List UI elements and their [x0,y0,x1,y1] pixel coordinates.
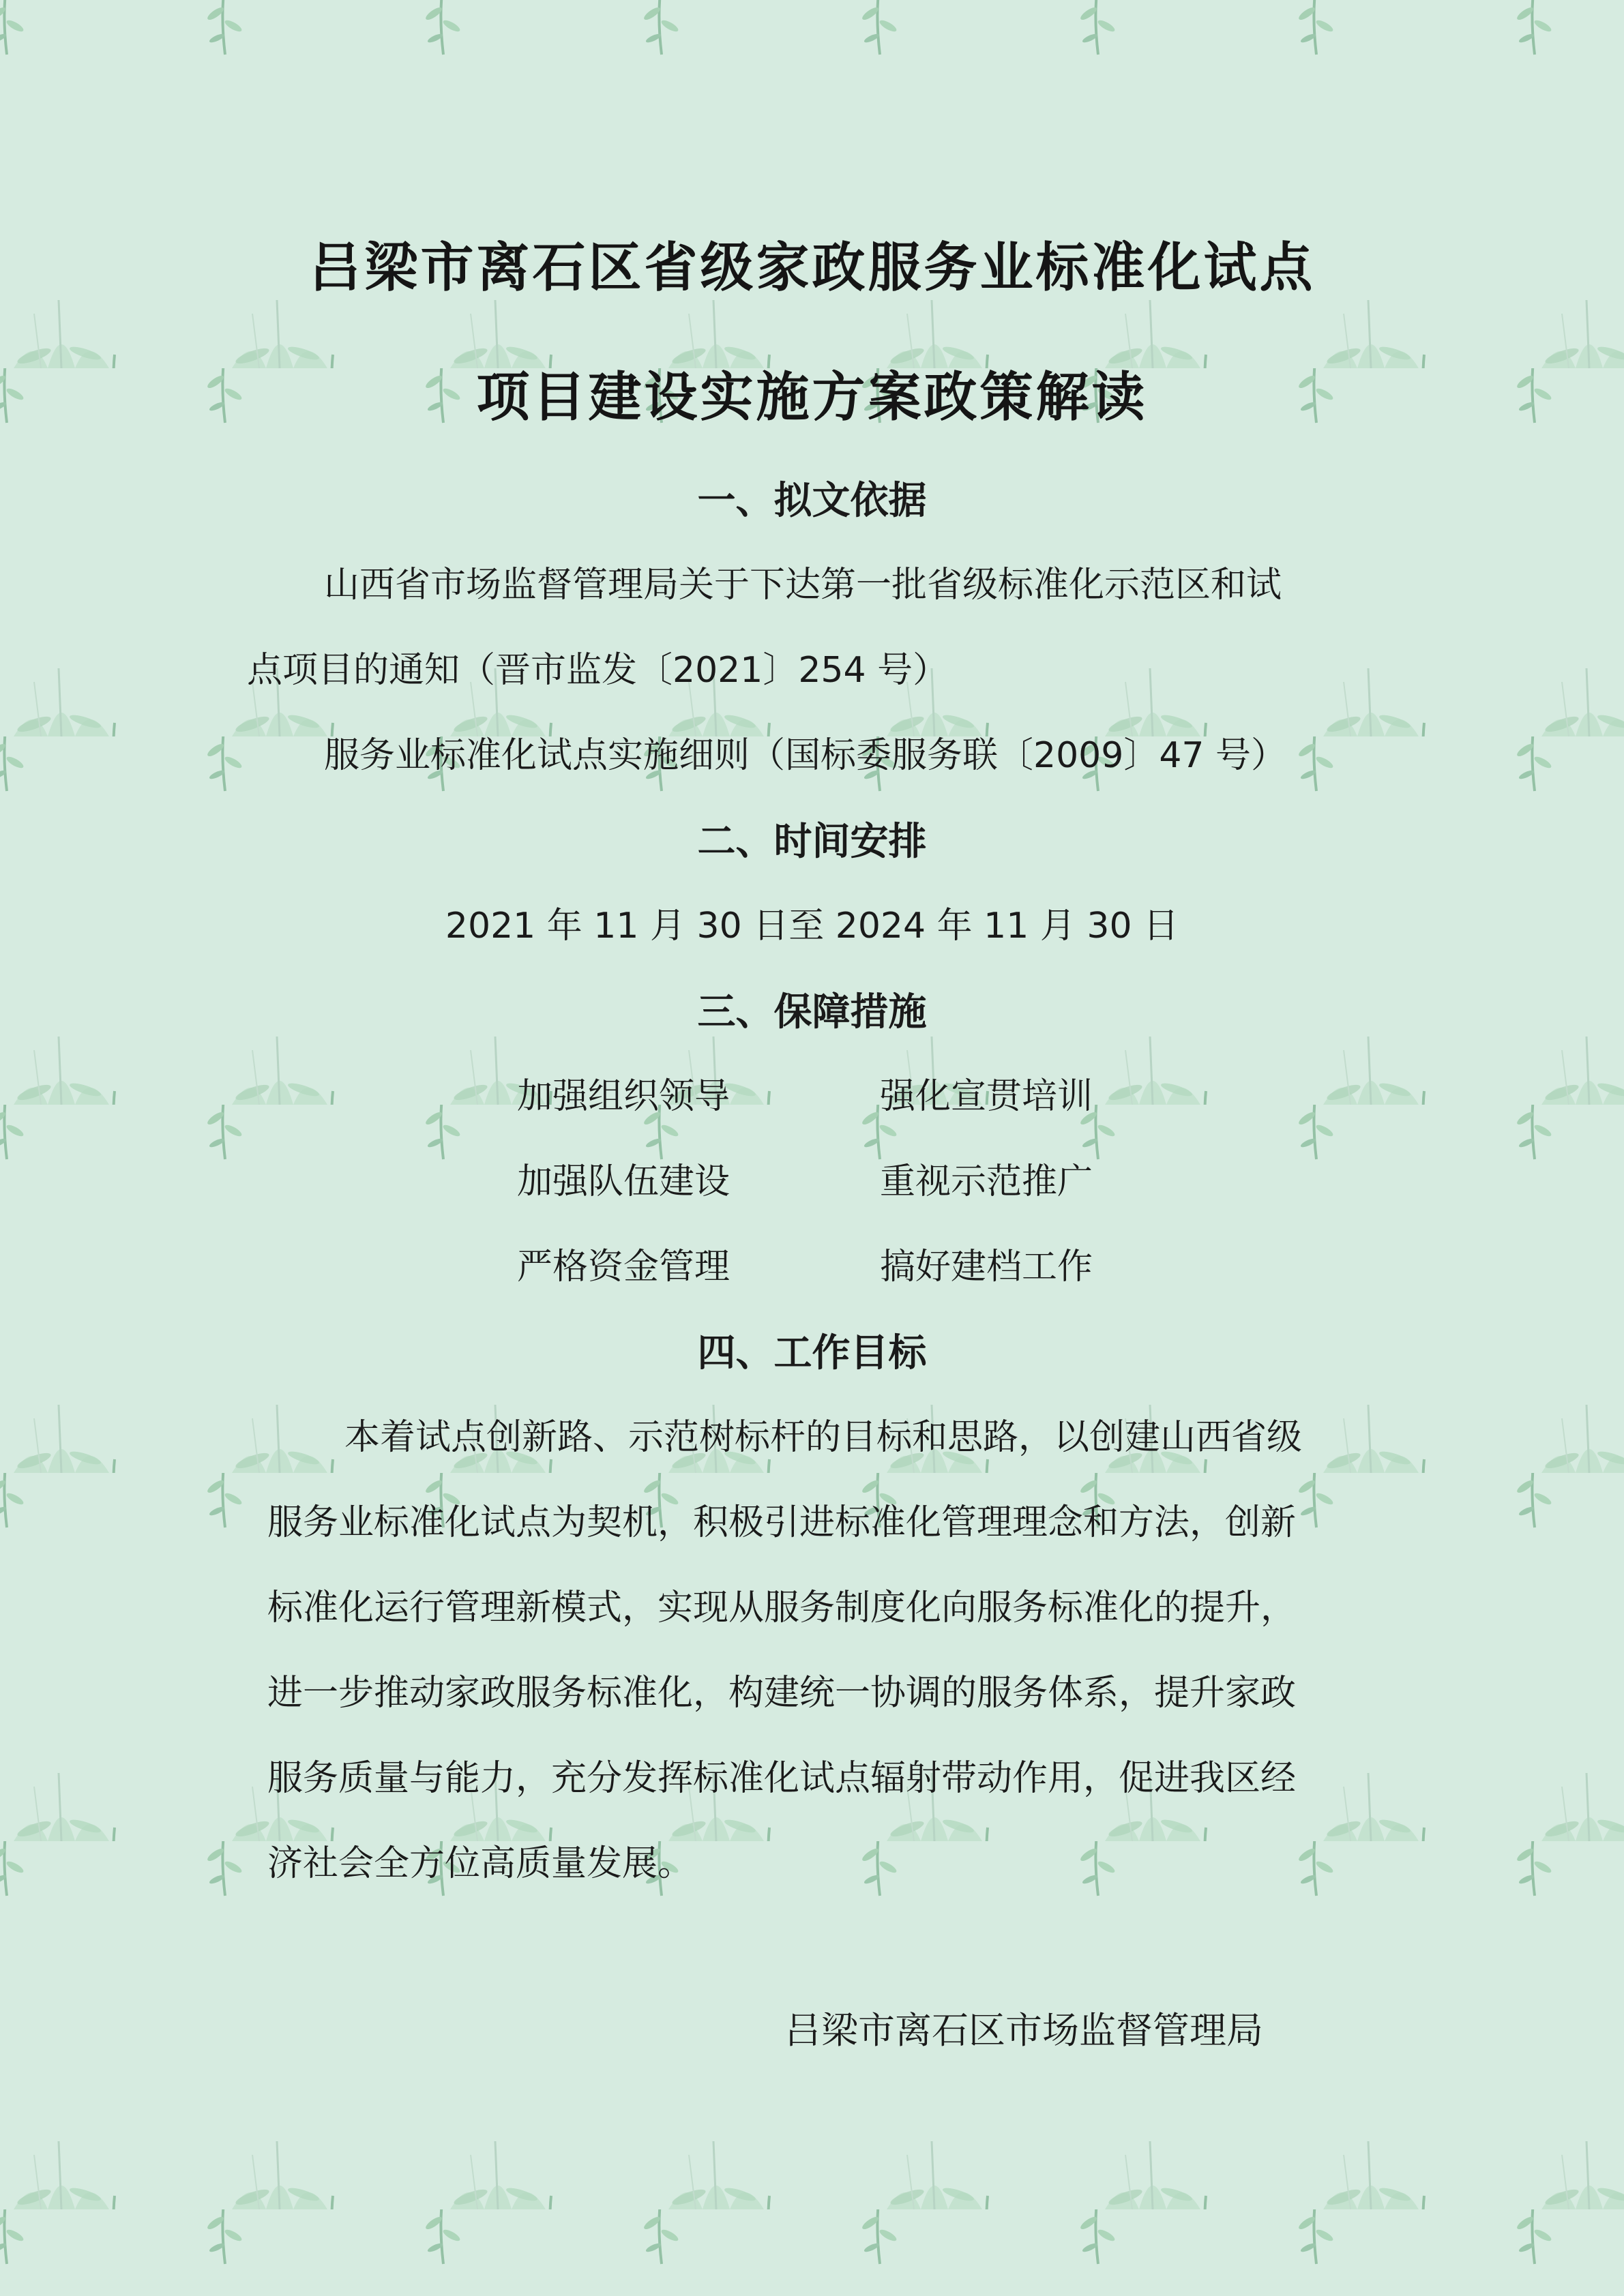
section-2-heading: 二、时间安排 [697,820,927,864]
measure-item: 强化宣贯培训 [880,1076,1093,1117]
section-4-line-1: 本着试点创新路、示范树标杆的目标和思路，以创建山西省级 [344,1417,1303,1458]
signature: 吕梁市离石区市场监督管理局 [784,2009,1263,2052]
section-2-line-1: 2021 年 11 月 30 日至 2024 年 11 月 30 日 [445,906,1179,946]
section-4-line-5: 服务质量与能力，充分发挥标准化试点辐射带动作用，促进我区经 [267,1758,1297,1799]
document-title-line-1: 吕梁市离石区省级家政服务业标准化试点 [308,237,1316,299]
section-4-line-6: 济社会全方位高质量发展。 [267,1843,694,1884]
section-1-line-2: 点项目的通知（晋市监发〔2021〕254 号） [247,650,949,691]
section-1-line-3: 服务业标准化试点实施细则（国标委服务联〔2009〕47 号） [324,735,1287,776]
measure-item: 搞好建档工作 [880,1247,1093,1287]
measure-item: 严格资金管理 [517,1247,730,1287]
measure-item: 加强队伍建设 [517,1161,730,1202]
section-3-heading: 三、保障措施 [697,990,927,1034]
measure-item: 重视示范推广 [880,1161,1093,1202]
section-4-line-2: 服务业标准化试点为契机，积极引进标准化管理理念和方法，创新 [267,1502,1297,1543]
document-title-line-2: 项目建设实施方案政策解读 [476,367,1148,428]
section-1-line-1: 山西省市场监督管理局关于下达第一批省级标准化示范区和试 [324,565,1282,606]
section-4-heading: 四、工作目标 [697,1331,927,1375]
section-4-line-3: 标准化运行管理新模式，实现从服务制度化向服务标准化的提升， [267,1587,1297,1628]
section-4-line-4: 进一步推动家政服务标准化，构建统一协调的服务体系，提升家政 [267,1673,1297,1714]
measure-item: 加强组织领导 [517,1076,730,1117]
section-1-heading: 一、拟文依据 [697,479,927,523]
